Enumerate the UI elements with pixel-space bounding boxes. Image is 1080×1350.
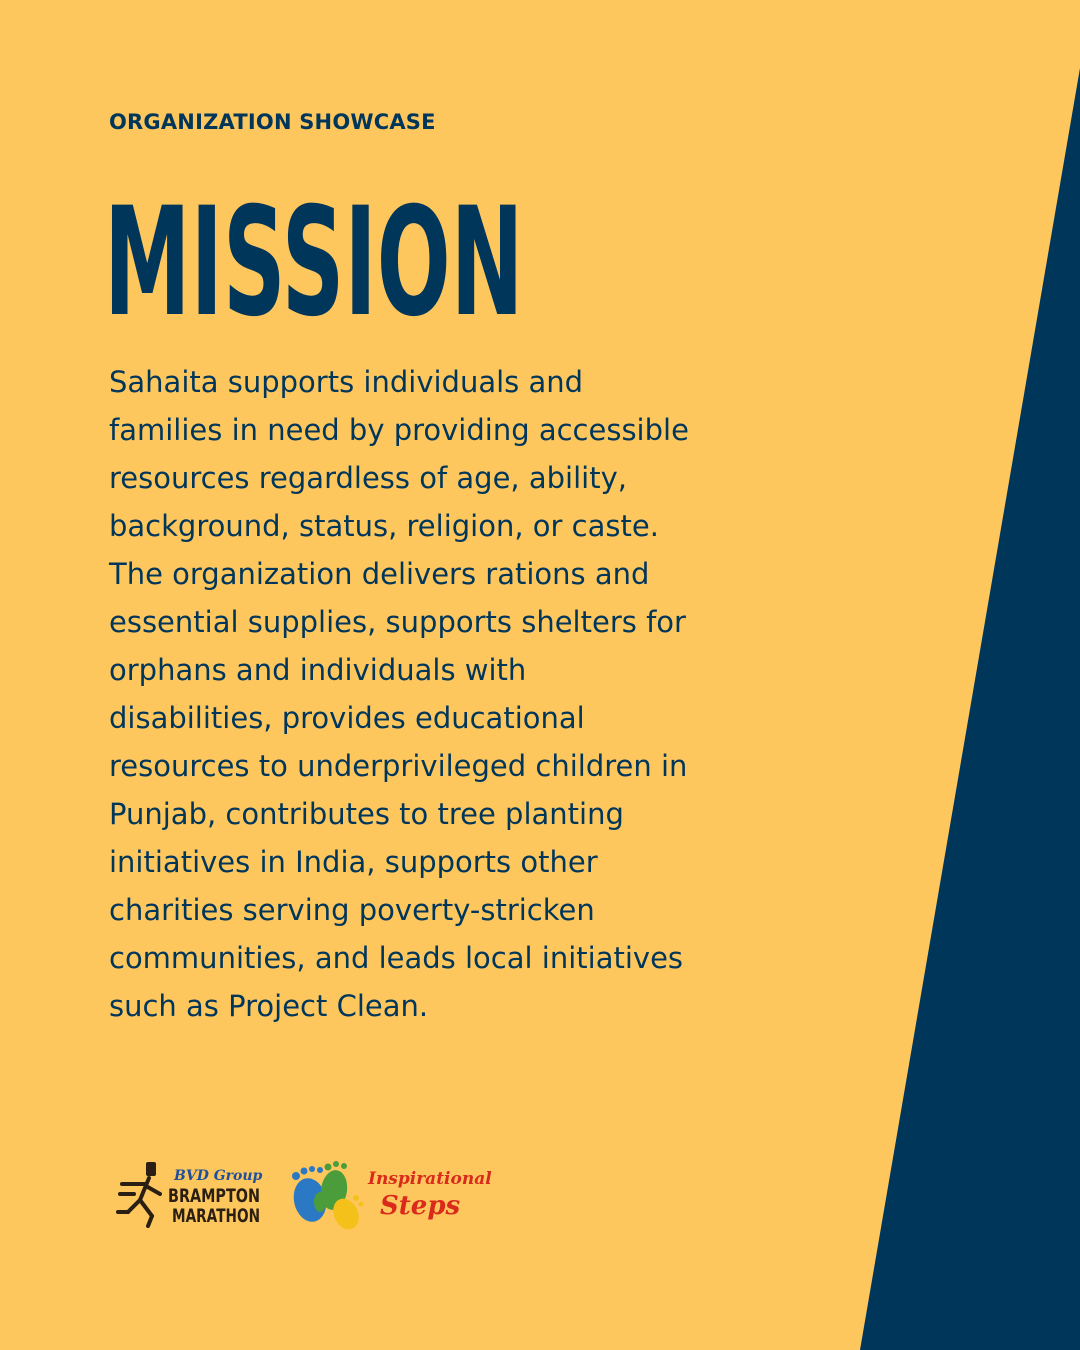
brampton-marathon-logo [118, 1162, 263, 1227]
mission-line: families in need by providing accessible [109, 413, 689, 447]
mission-line: background, status, religion, or caste. [109, 509, 659, 543]
mission-line: Sahaita supports individuals and [109, 365, 584, 399]
sponsor-logos [116, 1158, 492, 1238]
logo-steps-line1: Inspirational [368, 1169, 492, 1189]
logo-marathon-line1: BRAMPTON [168, 1185, 260, 1207]
mission-line: such as Project Clean. [109, 989, 429, 1023]
mission-line: Punjab, contributes to tree planting [109, 797, 624, 831]
logo-group-text: BVD Group [174, 1168, 263, 1184]
mission-line: disabilities, provides educational [109, 701, 585, 735]
section-eyebrow: ORGANIZATION SHOWCASE [109, 110, 436, 134]
mission-line: The organization delivers rations and [109, 557, 650, 591]
inspirational-steps-logo [290, 1161, 492, 1234]
footprints-icon [290, 1161, 364, 1234]
mission-line: resources to underprivileged children in [109, 749, 688, 783]
mission-line: resources regardless of age, ability, [109, 461, 627, 495]
logo-marathon-line2: MARATHON [172, 1205, 260, 1227]
mission-line: communities, and leads local initiatives [109, 941, 684, 975]
logo-steps-line2: Steps [380, 1191, 461, 1221]
mission-description [109, 358, 829, 1030]
mission-line: orphans and individuals with [109, 653, 527, 687]
page-title: MISSION [104, 176, 524, 350]
mission-line: essential supplies, supports shelters for [109, 605, 686, 639]
runner-icon [118, 1162, 160, 1226]
mission-line: charities serving poverty-stricken [109, 893, 595, 927]
mission-line: initiatives in India, supports other [109, 845, 598, 879]
